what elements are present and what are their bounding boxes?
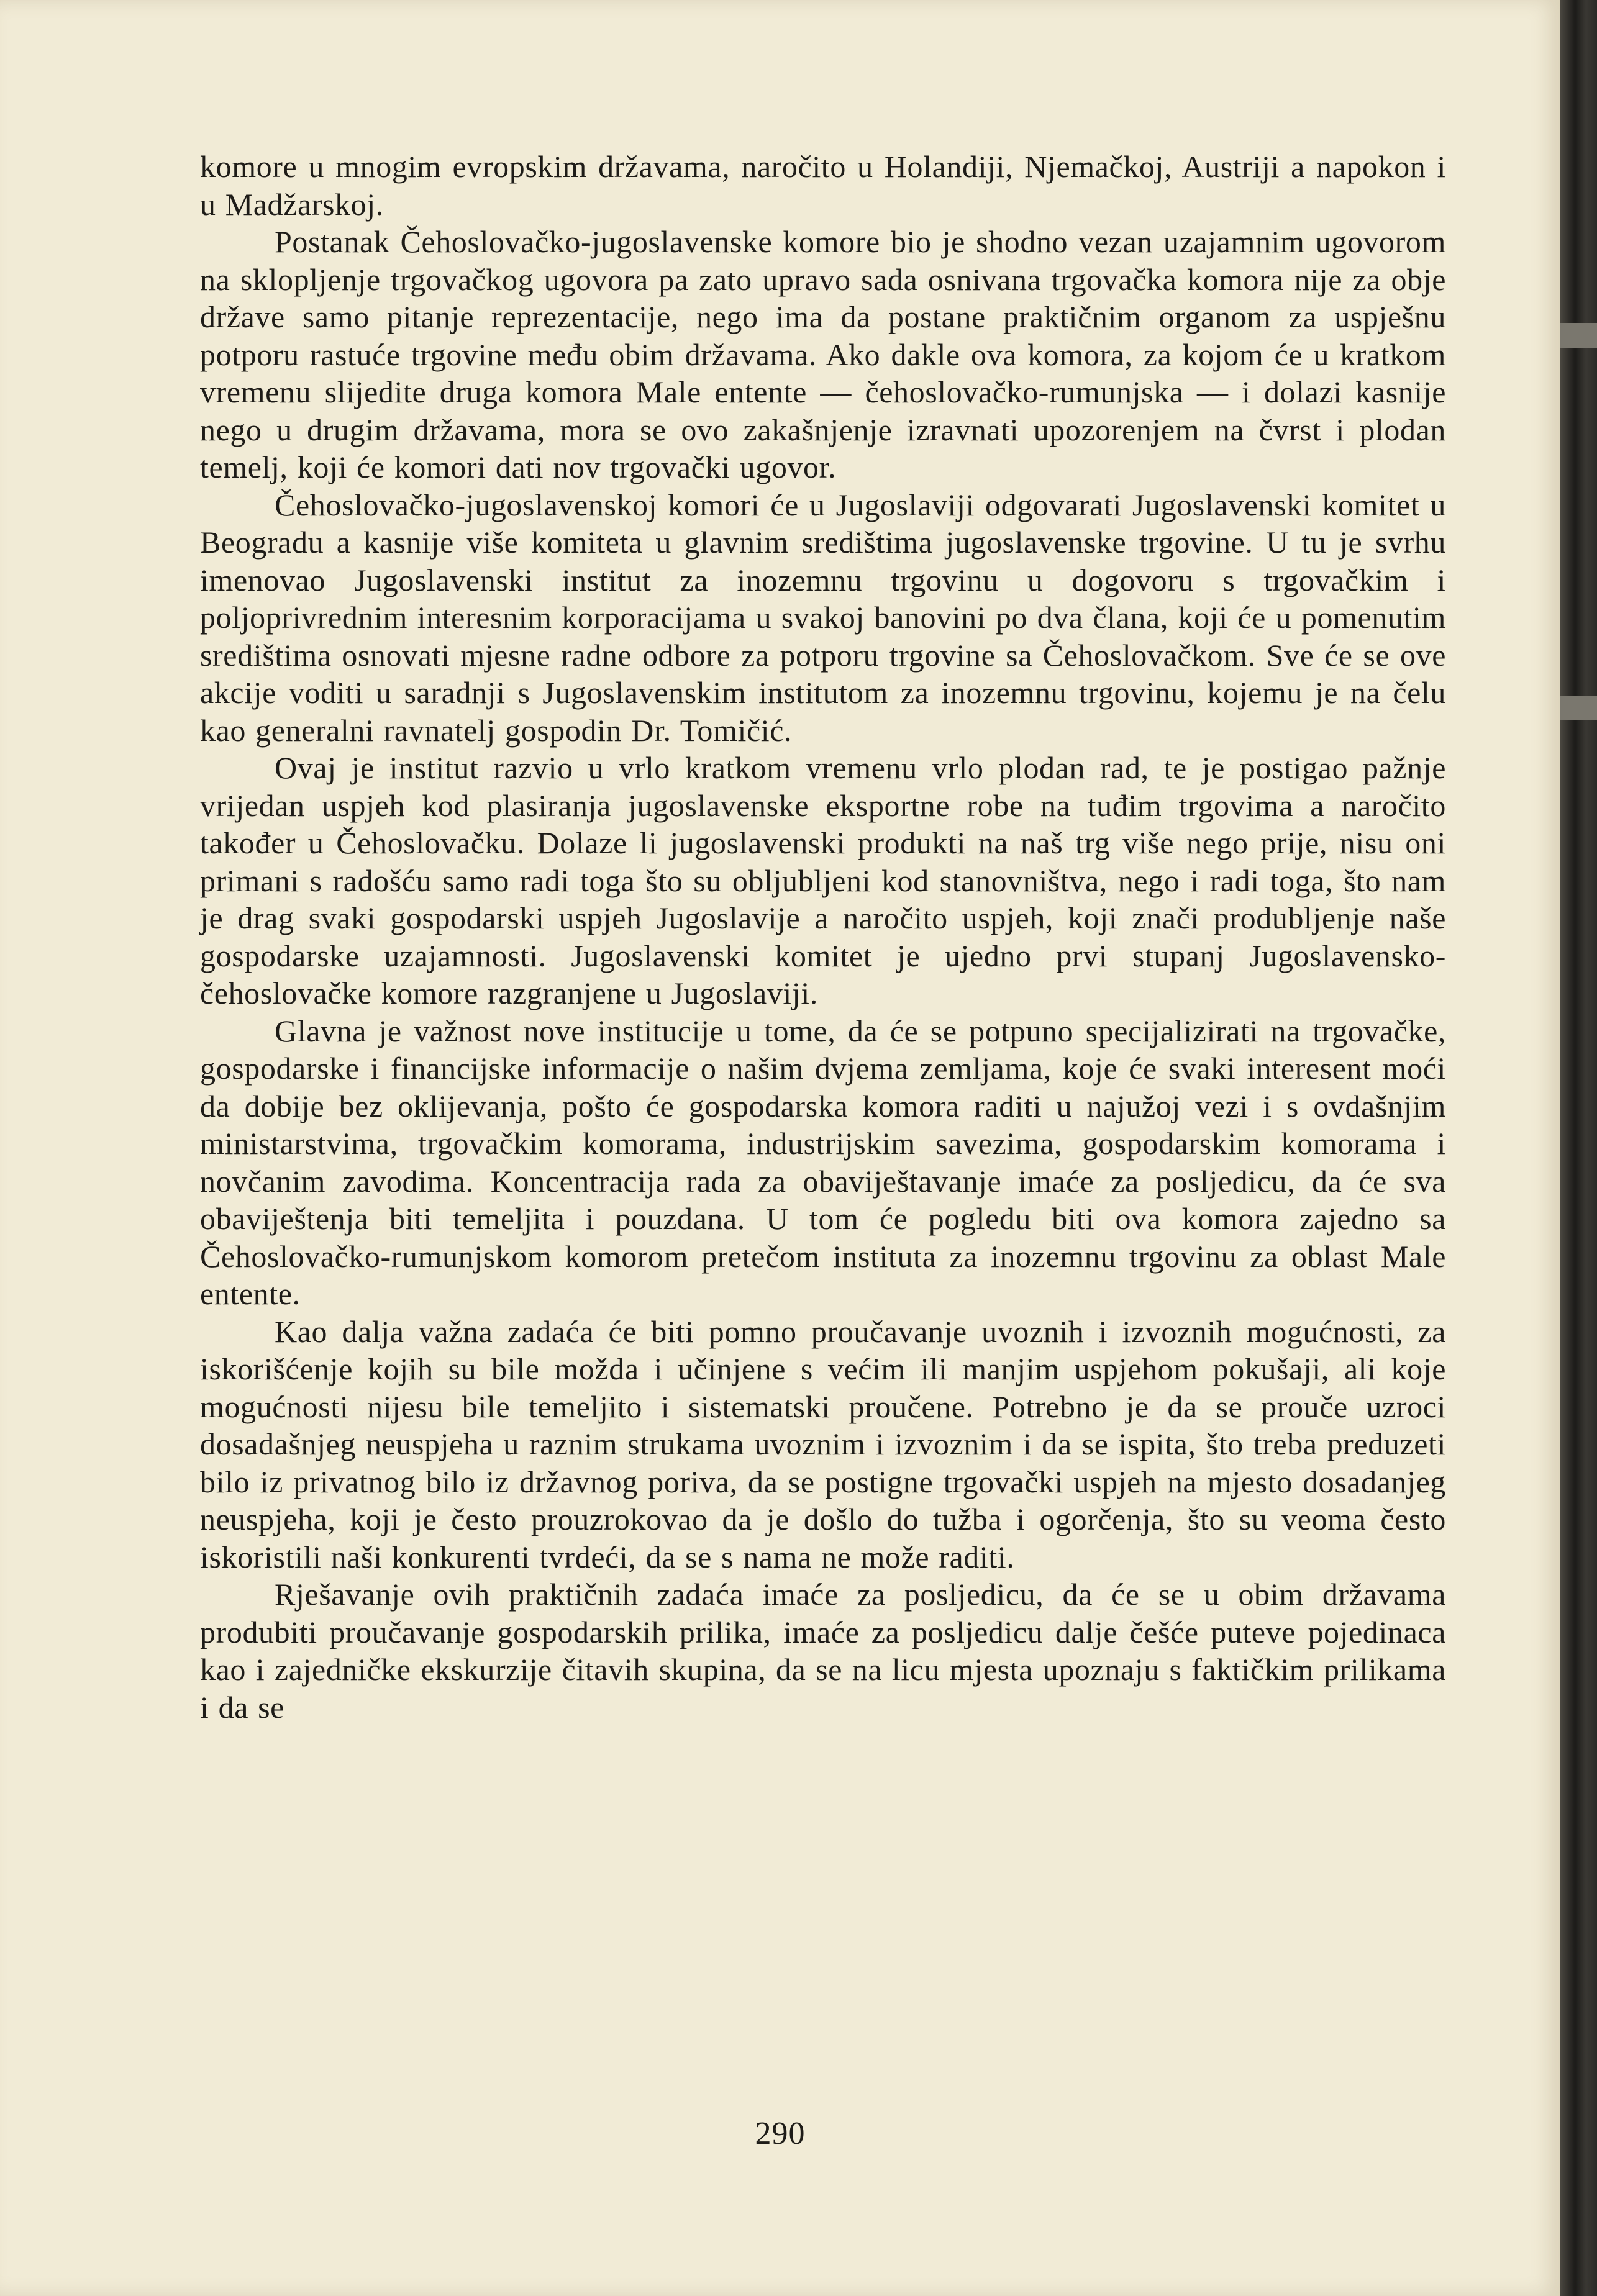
paragraph: Rješavanje ovih praktičnih zadaća imaće za posljedicu, da će se u obim državama produbiti proučavanje gospodarskih prilika, imaće za posljedicu dalje češće puteve pojedinaca kao i zajedničke ekskurzije čitavih skupina, da se na licu mjesta upoznaju s faktičkim prilikama i da se bbox=[200, 1577, 1446, 1725]
paragraph: Ovaj je institut razvio u vrlo kratkom vremenu vrlo plodan rad, te je postigao pažnje vrijedan uspjeh kod plasiranja jugoslavenske eksportne robe na tuđim trgovima a naročito također u Čehoslovačku. Dolaze li jugoslavenski produkti na naš trg više nego prije, nisu oni primani s radošću samo radi toga što su obljubljeni kod stanovništva, nego i radi toga, što nam je drag svaki gospodarski uspjeh Jugoslavije a naročito uspjeh, koji znači produbljenje naše gospodarske uzajamnosti. Jugoslavenski komitet je ujedno prvi stupanj Jugoslavensko-čehoslovačke komore razgranjene u Jugoslaviji. bbox=[200, 750, 1446, 1010]
paragraph: komore u mnogim evropskim državama, naročito u Holandiji, Njemačkoj, Austriji a napokon i u Madžarskoj. bbox=[200, 149, 1446, 222]
binding-notch bbox=[1560, 696, 1597, 720]
paragraph: Postanak Čehoslovačko-jugoslavenske komore bio je shodno vezan uzajamnim ugovorom na sklopljenje trgovačkog ugovora pa zato upravo sada osnivana trgovačka komora nije za obje države samo pitanje reprezentacije, nego ima da postane praktičnim organom za uspješnu potporu rastuće trgovine među obim državama. Ako dakle ova komora, za kojom će u kratkom vremenu slijedite druga komora Male entente — čehoslovačko-rumunjska — i dolazi kasnije nego u drugim državama, mora se ovo zakašnjenje izravnati upozorenjem na čvrst i plodan temelj, koji će komori dati nov trgovački ugovor. bbox=[200, 224, 1446, 484]
paragraph: Čehoslovačko-jugoslavenskoj komori će u Jugoslaviji odgovarati Jugoslavenski komitet u Beogradu a kasnije više komiteta u glavnim središtima jugoslavenske trgovine. U tu je svrhu imenovao Jugoslavenski institut za inozemnu trgovinu u dogovoru s trgovačkim i poljoprivrednim interesnim korporacijama u svakoj banovini po dva člana, koji će u pomenutim središtima osnovati mjesne radne odbore za potporu trgovine sa Čehoslovačkom. Sve će se ove akcije voditi u saradnji s Jugoslavenskim institutom za inozemnu trgovinu, kojemu je na čelu kao generalni ravnatelj gospodin Dr. Tomičić. bbox=[200, 487, 1446, 748]
page-number: 290 bbox=[755, 2116, 806, 2151]
paragraph: Kao dalja važna zadaća će biti pomno proučavanje uvoznih i izvoznih mogućnosti, za iskorišćenje kojih su bile možda i učinjene s većim ili manjim uspjehom pokušaji, ali koje mogućnosti nijesu bile temeljito i sistematski proučene. Potrebno je da se prouče uzroci dosadašnjeg neuspjeha u raznim strukama uvoznim i izvoznim i da se ispita, što treba preduzeti bilo iz privatnog bilo iz državnog poriva, da se postigne trgovački uspjeh na mjesto dosadanjeg neuspjeha, koji je često prouzrokovao da je došlo do tužba i ogorčenja, što su veoma često iskoristili naši konkurenti tvrdeći, da se s nama ne može raditi. bbox=[200, 1314, 1446, 1574]
body-text bbox=[200, 148, 1446, 1726]
paragraph: Glavna je važnost nove institucije u tome, da će se potpuno specijalizirati na trgovačke, gospodarske i financijske informacije o našim dvjema zemljama, koje će svaki interesent moći da dobije bez oklijevanja, pošto će gospodarska komora raditi u najužoj vezi i s ovdašnjim ministarstvima, trgovačkim komorama, industrijskim savezima, gospodarskim komorama i novčanim zavodima. Koncentracija rada za obaviještavanje imaće za posljedicu, da će sva obaviještenja biti temeljita i pouzdana. U tom će pogledu biti ova komora zajedno sa Čehoslovačko-rumunjskom komorom pretečom instituta za inozemnu trgovinu za oblast Male entente. bbox=[200, 1013, 1446, 1311]
binding-notch bbox=[1560, 323, 1597, 348]
